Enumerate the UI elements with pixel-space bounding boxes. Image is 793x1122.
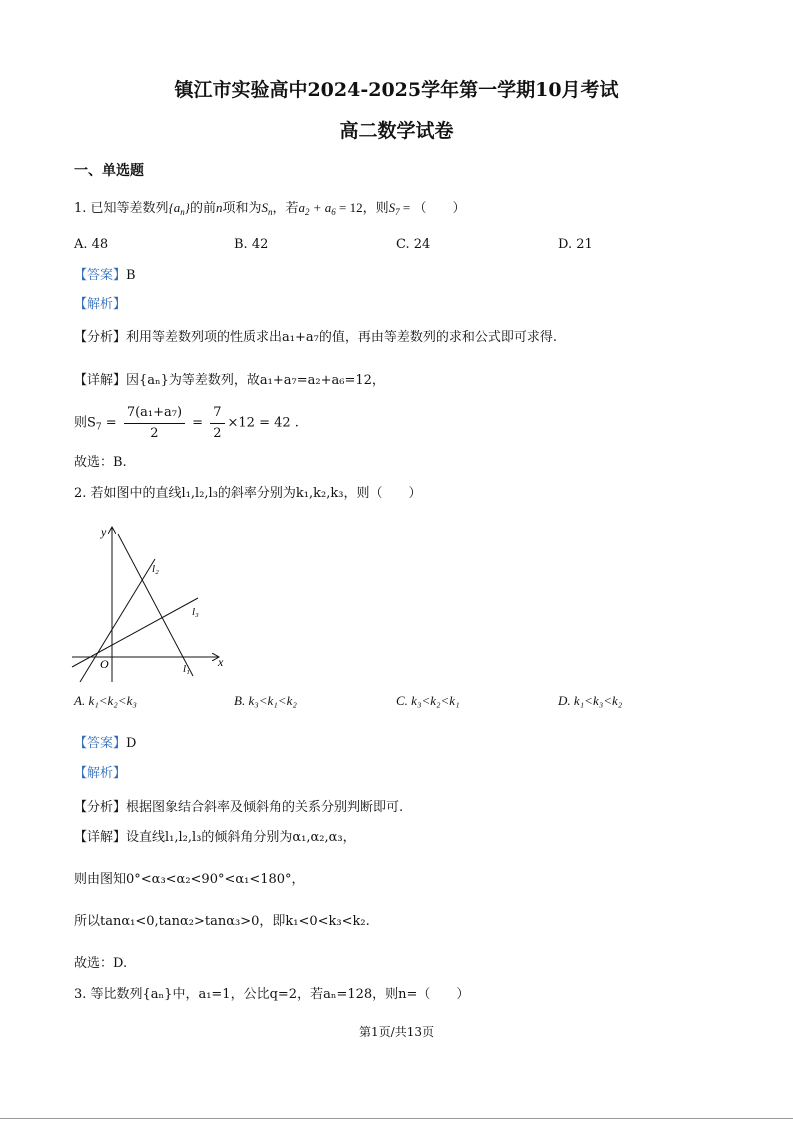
q1-fenxi: 【分析】利用等差数列项的性质求出a₁+a₇的值，再由等差数列的求和公式即可求得. — [74, 330, 557, 345]
exam-title: 镇江市实验高中2024-2025学年第一学期10月考试 — [174, 79, 619, 101]
q2-detail-line3: 所以tanα₁<0,tanα₂>tanα₃>0，即k₁<0<k₃<k₂. — [74, 914, 370, 929]
q1-option-d[interactable]: D. 21 — [558, 237, 593, 252]
l3-label: l₃ — [192, 606, 199, 618]
q1-analysis-tag: 【解析】 — [74, 297, 127, 312]
q1-stem: 1. 已知等差数列$\{a_n\}$的前n项和为$S_n$，若$a_2 + a_6 = 12$，则$S_7$ = （ ） — [74, 200, 466, 217]
q2-conclusion: 故选：D. — [74, 956, 128, 971]
q1-conclusion: 故选：B. — [74, 455, 127, 470]
q2-option-b[interactable]: B. k₃<k₁<k₂ — [234, 693, 297, 708]
line-l2 — [80, 559, 155, 682]
q2-option-d[interactable]: D. k₁<k₃<k₂ — [558, 693, 623, 708]
q2-stem: 2. 若如图中的直线l₁,l₂,l₃的斜率分别为k₁,k₂,k₃，则（ ） — [74, 486, 422, 501]
q1-answer: 【答案】B — [74, 268, 136, 283]
page-footer: 第1页/共13页 — [359, 1025, 434, 1039]
q2-option-c[interactable]: C. k₃<k₂<k₁ — [396, 693, 460, 708]
q1-option-c[interactable]: C. 24 — [396, 237, 431, 252]
q1-option-b[interactable]: B. 42 — [234, 237, 269, 252]
fraction-2: $\frac{7}{2}$ — [210, 405, 224, 441]
q2-analysis-tag: 【解析】 — [74, 766, 127, 781]
exam-subtitle: 高二数学试卷 — [339, 120, 454, 142]
q2-detail-line1: 【详解】设直线l₁,l₂,l₃的倾斜角分别为α₁,α₂,α₃， — [74, 830, 356, 845]
x-axis-label: x — [218, 655, 224, 669]
q1-option-a[interactable]: A. 48 — [74, 237, 109, 252]
section-heading: 一、单选题 — [74, 163, 144, 179]
l1-label: l₁ — [183, 663, 190, 675]
fraction-1: $\frac{\text{7(a₁+a₇)}}{2}$ — [124, 405, 185, 441]
q1-detail-line1: 【详解】因{aₙ}为等差数列，故a₁+a₇=a₂+a₆=12， — [74, 373, 385, 388]
q1-detail-line2: 则$S_7$ = $\frac{\text{7(a₁+a₇)}}{2}$ = $\frac{7}{2}$ ×12 = 42 . — [74, 405, 299, 441]
q1-number: 1. — [74, 201, 87, 216]
q2-fenxi: 【分析】根据图象结合斜率及倾斜角的关系分别判断即可. — [74, 800, 404, 815]
bottom-divider — [0, 1118, 793, 1119]
l2-label: l₂ — [152, 563, 159, 575]
q2-detail-line2: 则由图知0°<α₃<α₂<90°<α₁<180°， — [74, 872, 305, 887]
q2-answer: 【答案】D — [74, 736, 137, 751]
q2-option-a[interactable]: A. k₁<k₂<k₃ — [74, 693, 137, 708]
line-l1 — [118, 534, 193, 676]
answer-tag: 【答案】 — [74, 268, 127, 283]
q2-line-graph — [68, 520, 238, 685]
origin-label: O — [100, 657, 109, 671]
q3-stem: 3. 等比数列{aₙ}中，a₁=1，公比q=2，若aₙ=128，则n=（ ） — [74, 987, 470, 1002]
y-axis-label: y — [101, 525, 107, 539]
